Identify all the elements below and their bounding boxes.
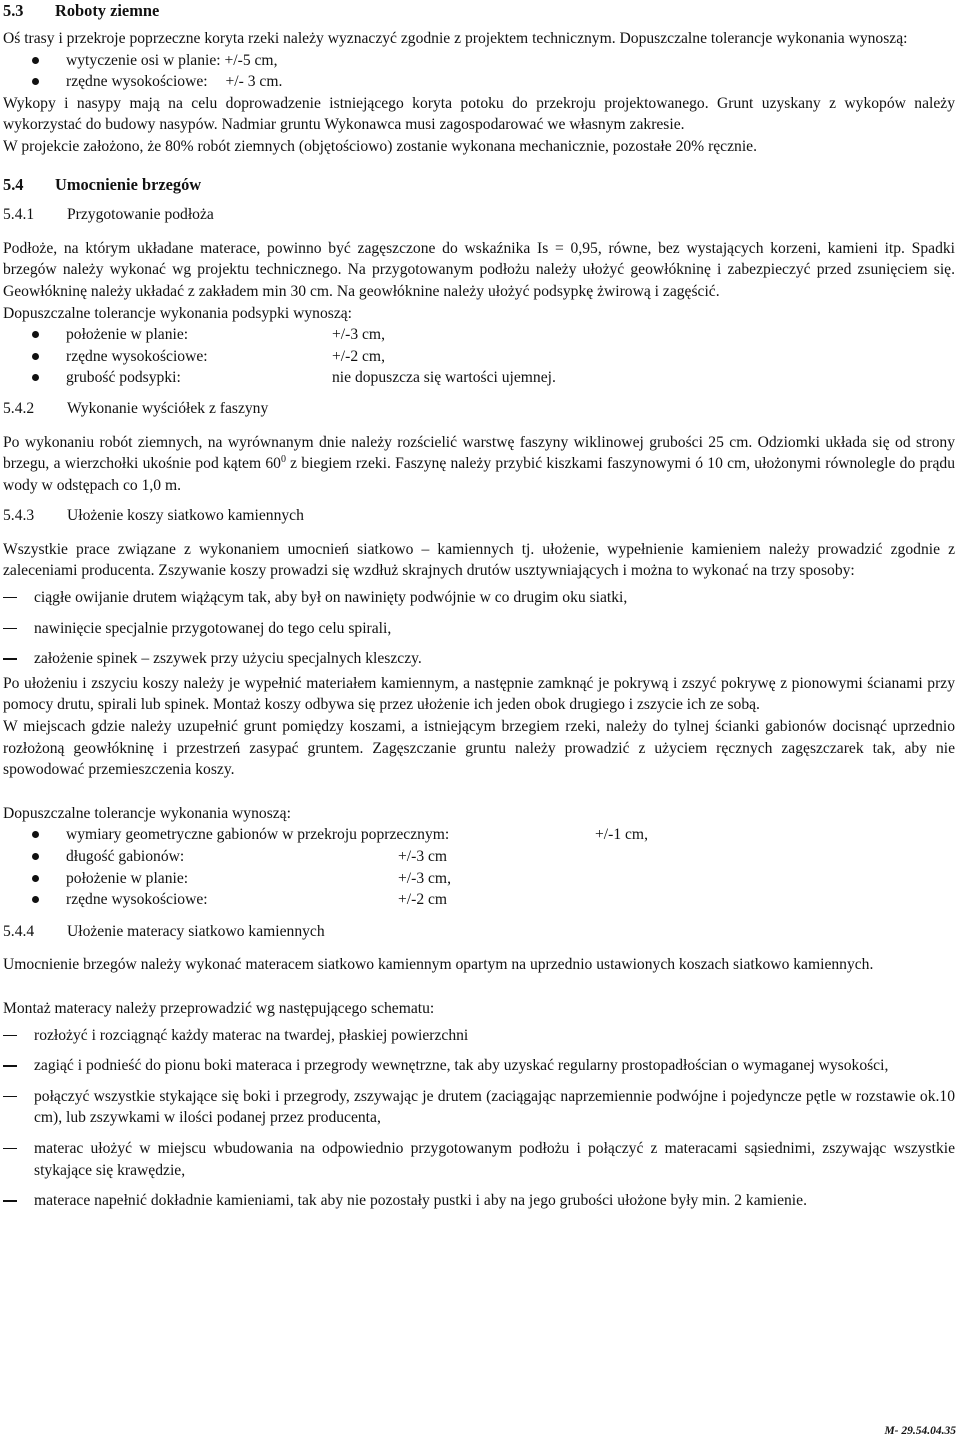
list-item: nawinięcie specjalnie przygotowanej do tego celu spirali, <box>3 618 955 640</box>
list-item: rozłożyć i rozciągnąć każdy materac na twardej, płaskiej powierzchni <box>3 1025 955 1047</box>
list-item: materace napełnić dokładnie kamieniami, tak aby nie pozostały pustki i aby na jego grubości ułożone były min. 2 kamienie. <box>3 1190 955 1212</box>
section-5-4-4-heading <box>3 921 955 943</box>
section-5-3-heading <box>3 0 955 21</box>
tolerance-value: +/- 3 cm. <box>225 73 283 91</box>
list-item: połączyć wszystkie stykające się boki i przegrody, zszywając je drutem (zaciągając naprzemiennie podwójne i pojedyncze pętle w rozstawie ok.10 cm), lub zszywkami w ilości podanej przez producenta, <box>3 1086 955 1129</box>
tolerance-label: grubość podsypki: <box>66 369 181 387</box>
tolerance-label: położenie w planie: <box>66 869 189 887</box>
paragraph: Po ułożeniu i zszyciu koszy należy je wypełnić materiałem kamiennym, a następnie zamknąć je pokrywą i zszyć pokrywę z pionowymi ścianami przy pomocy drutu, spirali lub spinek. Montaż koszy odbywa się przez ułożenie ich jeden obok drugiego i zszycie ich ze sobą. <box>3 674 955 714</box>
section-5-4-1-heading <box>3 204 955 226</box>
section-title: Wykonanie wyściółek z faszyny <box>67 399 269 417</box>
paragraph: W projekcie założono, że 80% robót ziemnych (objętościowo) zostanie wykonana mechanicznie, pozostałe 20% ręcznie. <box>3 137 757 155</box>
paragraph: Dopuszczalne tolerancje wykonania podsypki wynoszą: <box>3 304 353 322</box>
list-item: materac ułożyć w miejscu wbudowania na odpowiednio przygotowanym podłożu i połączyć z materacami sąsiednimi, zszywając wszystkie stykające się krawędzie, <box>3 1138 955 1181</box>
page-footer-code: M- 29.54.04.35 <box>884 1425 956 1437</box>
list-item <box>3 846 955 868</box>
paragraph: W miejscach gdzie należy uzupełnić grunt pomiędzy koszami, a istniejącym brzegiem rzeki, należy do tylnej ścianki gabionów docisnąć uprzednio rozłożoną geowłókninę i przestrzeń zasypać gruntem. Zagęszczanie gruntu należy prowadzić z użyciem ręcznych zagęszczarek tak, aby nie spowodować przemieszczenia koszy. <box>3 718 955 779</box>
paragraph: Dopuszczalne tolerancje wykonania wynoszą: <box>3 804 291 822</box>
document-body <box>3 0 955 1212</box>
list-item <box>3 346 955 368</box>
tolerance-label: rzędne wysokościowe: <box>66 73 208 91</box>
section-5-4-3-heading <box>3 505 955 527</box>
tolerance-list <box>3 824 955 910</box>
paragraph <box>3 432 955 497</box>
paragraph: Montaż materacy należy przeprowadzić wg następującego schematu: <box>3 999 435 1017</box>
assembly-steps-list <box>3 1025 955 1212</box>
tolerance-label: rzędne wysokościowe: <box>66 347 208 365</box>
tolerance-value: +/-3 cm <box>398 848 448 865</box>
degree-superscript: 0 <box>280 453 286 465</box>
section-title: Roboty ziemne <box>55 1 160 20</box>
section-number: 5.4.4 <box>3 922 35 940</box>
list-item: założenie spinek – zszywek przy użyciu specjalnych kleszczy. <box>3 648 955 670</box>
list-item <box>3 824 955 846</box>
tolerance-value: +/-3 cm, <box>398 869 451 887</box>
paragraph: Wszystkie prace związane z wykonaniem umocnień siatkowo – kamiennych tj. ułożenie, wypełnienie kamieniem należy prowadzić zgodnie z zaleceniami producenta. Zszywanie koszy prowadzi się wzdłuż skrajnych drutów usztywniających i można to wykonać na trzy sposoby: <box>3 540 955 580</box>
tolerance-label: długość gabionów: <box>66 848 185 865</box>
tolerance-value: +/-3 cm, <box>332 326 385 344</box>
list-item <box>3 71 955 93</box>
list-item <box>3 367 955 389</box>
list-item <box>3 889 955 911</box>
tolerance-label: położenie w planie: <box>66 326 189 344</box>
tolerance-label: wytyczenie osi w planie: <box>66 51 221 69</box>
tolerance-label: wymiary geometryczne gabionów w przekroju poprzecznym: <box>66 826 450 844</box>
section-title: Umocnienie brzegów <box>55 174 202 194</box>
paragraph: Wykopy i nasypy mają na celu doprowadzenie istniejącego koryta potoku do przekroju projektowanego. Grunt uzyskany z wykopów należy wykorzystać do budowy nasypów. Nadmiar gruntu Wykonawca musi zagospodarować we własnym zakresie. <box>3 94 955 134</box>
section-number: 5.3 <box>3 1 24 20</box>
tolerance-value: +/-2 cm, <box>332 347 385 365</box>
list-item <box>3 50 955 72</box>
paragraph-text: z biegiem rzeki. Faszynę należy przybić kiszkami faszynowymi ó 10 cm, ułożonymi równolegle do prądu wody w odstępach co 1,0 m. <box>3 455 955 494</box>
section-5-4-heading <box>3 174 955 196</box>
tolerance-value: +/-2 cm <box>398 891 448 909</box>
tolerance-list <box>3 324 955 389</box>
section-number: 5.4.3 <box>3 507 35 525</box>
paragraph: Podłoże, na którym układane materace, powinno być zagęszczone do wskaźnika Is = 0,95, równe, bez wystających korzeni, kamieni itp. Spadki brzegów należy wykonać wg projektu technicznego. Na przygotowanym podłożu należy ułożyć geowłókninę i zabezpieczyć przed zsunięciem się. Geowłókninę należy układać z zakładem min 30 cm. Na geowłóknine należy ułożyć podsypkę żwirową i zagęścić. <box>3 239 955 300</box>
list-item <box>3 324 955 346</box>
paragraph-text: Po wykonaniu robót ziemnych, na wyrównanym dnie należy rozścielić warstwę faszyny wiklinowej grubości 25 cm. Odziomki układa się od strony brzegu, a wierzchołki ukośnie pod kątem 60 <box>3 433 955 473</box>
section-number: 5.4 <box>3 174 24 194</box>
paragraph: Oś trasy i przekroje poprzeczne koryta rzeki należy wyznaczyć zgodnie z projektem technicznym. Dopuszczalne tolerancje wykonania wynoszą: <box>3 30 908 47</box>
tolerance-label: rzędne wysokościowe: <box>66 891 208 909</box>
section-title: Przygotowanie podłoża <box>67 206 214 224</box>
tolerance-list <box>3 50 955 93</box>
section-title: Ułożenie materacy siatkowo kamiennych <box>67 922 325 940</box>
paragraph: Umocnienie brzegów należy wykonać materacem siatkowo kamiennym opartym na uprzednio ustawionych koszach siatkowo kamiennych. <box>3 956 874 974</box>
list-item: ciągłe owijanie drutem wiążącym tak, aby był on nawinięty podwójnie w co drugim oku siatki, <box>3 587 955 609</box>
section-number: 5.4.2 <box>3 399 35 417</box>
tolerance-value: +/-5 cm, <box>224 51 278 69</box>
section-title: Ułożenie koszy siatkowo kamiennych <box>67 507 304 525</box>
list-item <box>3 868 955 890</box>
section-5-4-2-heading <box>3 398 955 420</box>
section-number: 5.4.1 <box>3 206 35 224</box>
stitching-methods-list <box>3 587 955 670</box>
tolerance-value: nie dopuszcza się wartości ujemnej. <box>332 369 556 387</box>
list-item: zagiąć i podnieść do pionu boki materaca i przegrody wewnętrzne, tak aby uzyskać regularny prostopadłościan o wymaganej wysokości, <box>3 1055 955 1077</box>
tolerance-value: +/-1 cm, <box>595 826 648 844</box>
